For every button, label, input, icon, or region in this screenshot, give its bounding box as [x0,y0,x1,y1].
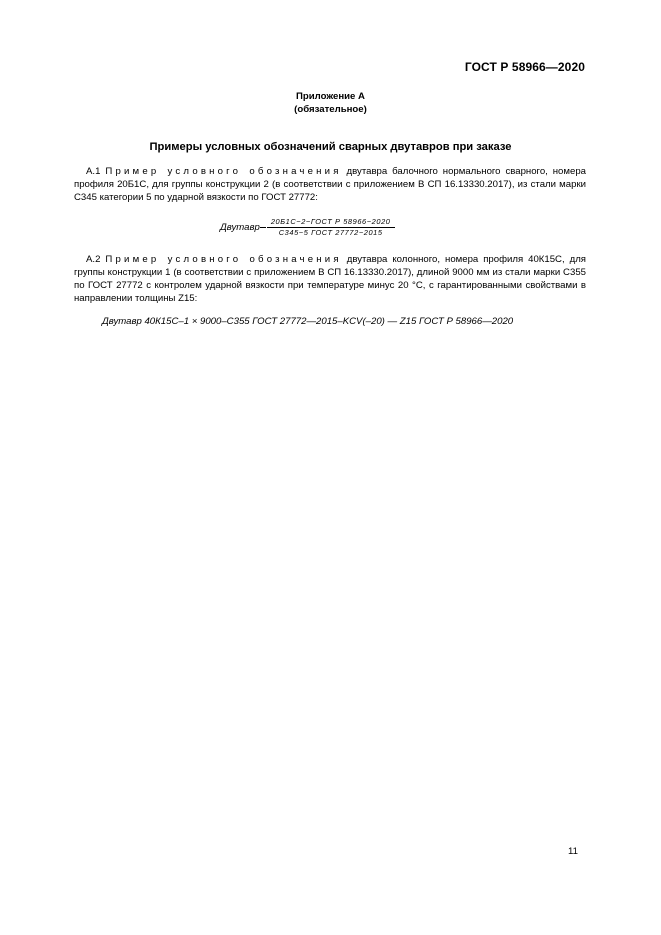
appendix-heading [0,91,661,116]
paragraph-text: двутавра колонного, номера профиля 40К15С, для группы конструкции 1 (в соответствии с приложением В СП 16.13330.2017), длиной 9000 мм из стали марки С355 по ГОСТ 27772 с контролем ударной вязкости при температуре минус 20 °С, с гарантированными свойствами в направлении толщины Z15: [74,254,586,304]
appendix-title: Приложение А [296,91,365,102]
page-number: 11 [568,846,578,857]
standard-header: ГОСТ Р 58966—2020 [464,60,585,74]
paragraph-lead: Пример условного обозначения [105,254,342,265]
formula-label: Двутавр [220,221,260,233]
paragraph-a2 [74,253,586,305]
designation-formula-2: Двутавр 40К15С–1 × 9000–С355 ГОСТ 27772—2015–KCV(–20) — Z15 ГОСТ Р 58966—2020 [102,316,514,327]
fraction-numerator: 20Б1С−2−ГОСТ Р 58966−2020 [270,216,391,226]
paragraph-number: А.2 [86,254,101,265]
designation-formula-1 [220,214,395,240]
paragraph-text: двутавра балочного нормального сварного, номера профиля 20Б1С, для группы конструкции 2 (в соответствии с приложением В СП 16.13330.2017), из стали марки С345 категории 5 по ударной вязкости по ГОСТ 27772: [74,166,586,203]
paragraph-lead: Пример условного обозначения [105,166,342,177]
fraction-denominator: С345−5 ГОСТ 27772−2015 [278,227,383,237]
appendix-status: (обязательное) [294,103,367,115]
paragraph-a1 [74,165,586,204]
section-title: Примеры условных обозначений сварных двутавров при заказе [149,141,512,153]
paragraph-number: А.1 [86,166,101,177]
fraction [267,217,395,238]
fraction-leader [260,227,266,228]
